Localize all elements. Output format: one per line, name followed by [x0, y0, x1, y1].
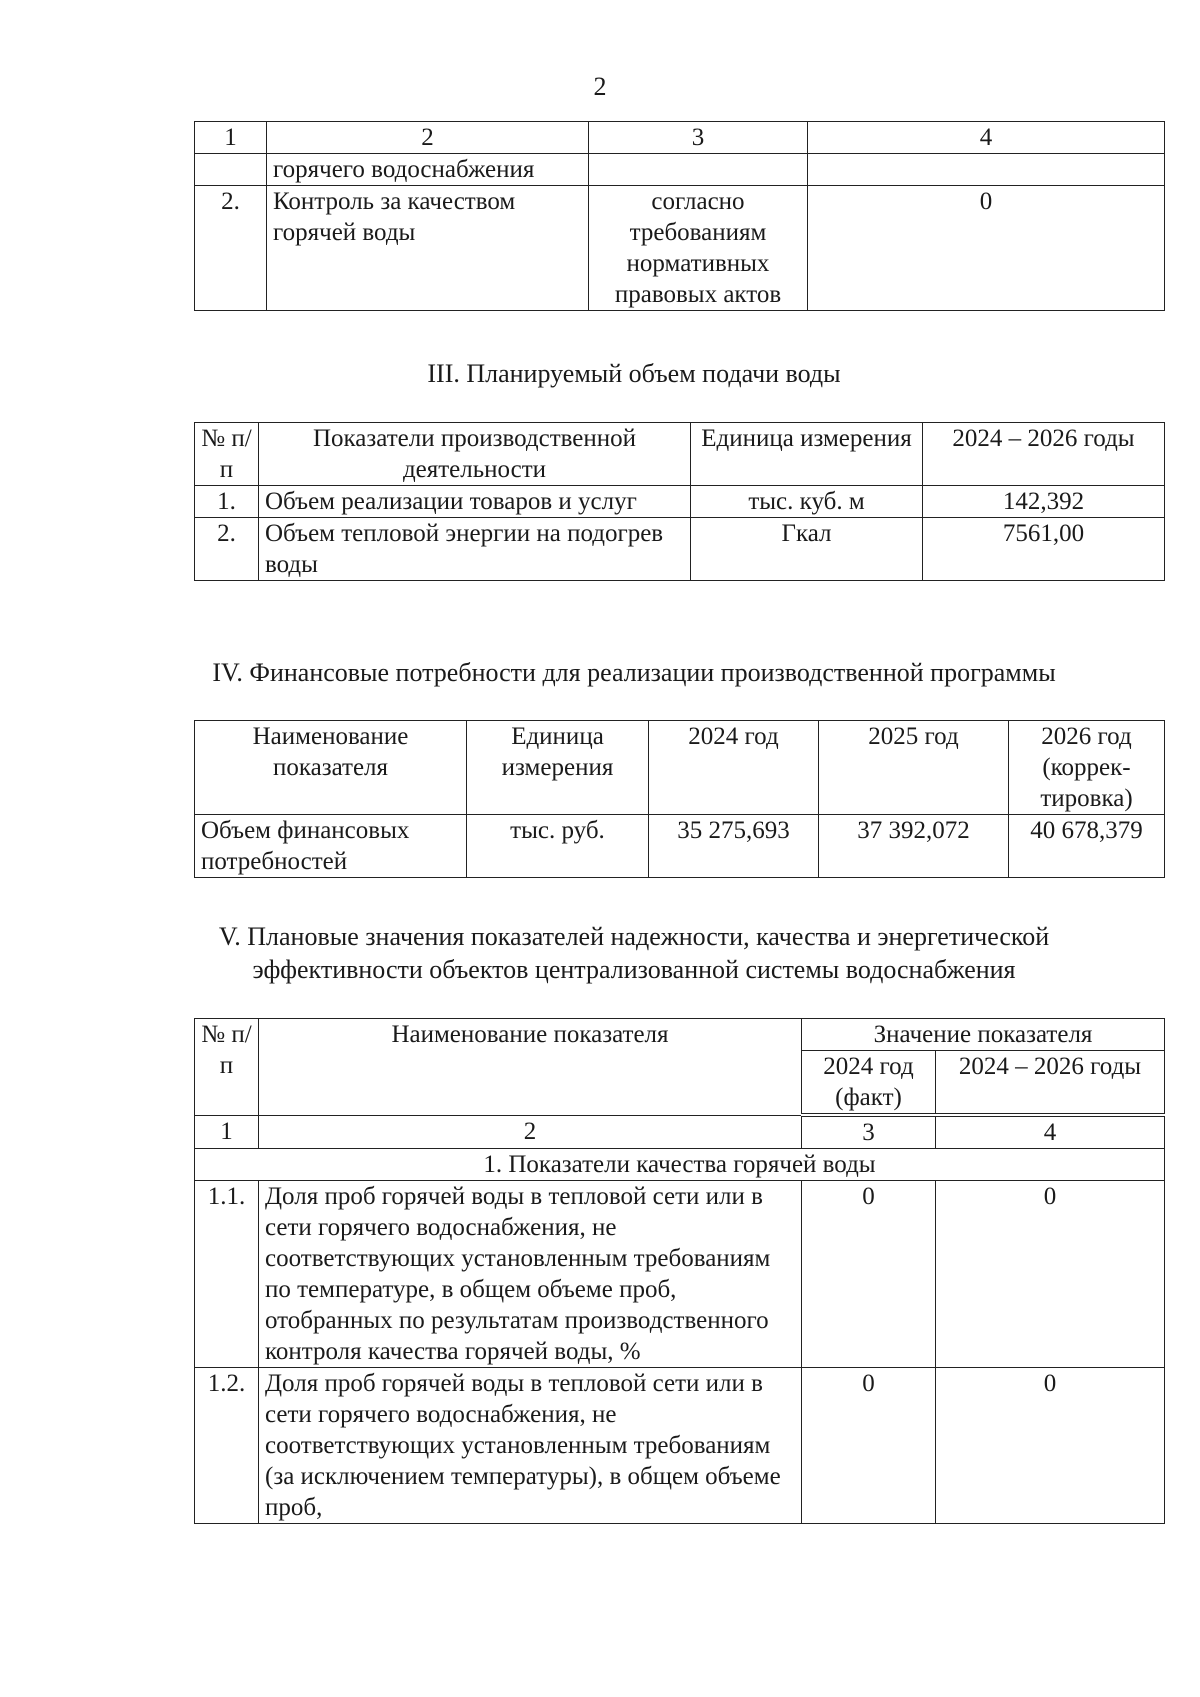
table-row	[195, 154, 1165, 186]
indicator-unit: тыс. куб. м	[691, 486, 923, 518]
row-number: 1.	[195, 486, 259, 518]
table-row	[195, 1368, 1165, 1524]
table-header-row	[195, 1019, 1165, 1051]
row-number: 1.1.	[195, 1181, 259, 1368]
financial-needs-table	[194, 720, 1165, 878]
value-fact: 0	[802, 1181, 936, 1368]
section-5-title-line-2: эффективности объектов централизованной системы водоснабжения	[252, 955, 1016, 984]
indicator-name: Объем реализации товаров и услуг	[259, 486, 691, 518]
indicator-name: Объем финансовых потребностей	[195, 815, 467, 878]
col-number-1: 1	[195, 1115, 259, 1149]
col-number-1: 1	[195, 122, 267, 154]
header-number: № п/п	[195, 423, 259, 486]
value-fact: 0	[802, 1368, 936, 1524]
table-header-row	[195, 423, 1165, 486]
activity-value: 0	[808, 186, 1165, 311]
indicator-unit: тыс. руб.	[467, 815, 649, 878]
production-program-table	[194, 121, 1165, 311]
col-number-3: 3	[589, 122, 808, 154]
indicator-name: Объем тепловой энергии на подогрев воды	[259, 518, 691, 581]
col-number-2: 2	[259, 1115, 802, 1149]
col-number-4: 4	[936, 1115, 1165, 1149]
activity-requirement	[589, 154, 808, 186]
column-number-row	[195, 122, 1165, 154]
table-row	[195, 186, 1165, 311]
reliability-indicators-table	[194, 1018, 1165, 1524]
activity-name: Контроль за качеством горячей воды	[267, 186, 589, 311]
activity-requirement: согласно требованиям нормативных правовых актов	[589, 186, 808, 311]
value-plan: 0	[936, 1181, 1165, 1368]
row-number: 2.	[195, 518, 259, 581]
activity-name: горячего водоснабжения	[267, 154, 589, 186]
section-3-title: III. Планируемый объем подачи воды	[427, 359, 841, 388]
value-2025: 37 392,072	[819, 815, 1009, 878]
indicator-value: 142,392	[923, 486, 1165, 518]
value-2026: 40 678,379	[1009, 815, 1165, 878]
header-value-group: Значение показателя	[802, 1019, 1165, 1051]
header-period: 2024 – 2026 годы	[923, 423, 1165, 486]
header-unit: Единица измерения	[467, 721, 649, 815]
col-number-4: 4	[808, 122, 1165, 154]
activity-value	[808, 154, 1165, 186]
header-indicator-name: Наименование показателя	[195, 721, 467, 815]
header-indicator: Показатели производственной деятельности	[259, 423, 691, 486]
table-row	[195, 815, 1165, 878]
header-fact-2024: 2024 год (факт)	[802, 1051, 936, 1116]
header-year-2026: 2026 год (коррек-тировка)	[1009, 721, 1165, 815]
header-year-2024: 2024 год	[649, 721, 819, 815]
header-plan-2024-2026: 2024 – 2026 годы	[936, 1051, 1165, 1116]
value-plan: 0	[936, 1368, 1165, 1524]
header-number: № п/п	[195, 1019, 259, 1116]
section-4-title: IV. Финансовые потребности для реализации производственной программы	[212, 658, 1056, 687]
table-header-row	[195, 721, 1165, 815]
group-title: 1. Показатели качества горячей воды	[195, 1149, 1165, 1181]
header-indicator-name: Наименование показателя	[259, 1019, 802, 1116]
water-supply-volume-table	[194, 422, 1165, 581]
col-number-3: 3	[802, 1115, 936, 1149]
page-number: 2	[593, 72, 607, 101]
indicator-name: Доля проб горячей воды в тепловой сети или в сети горячего водоснабжения, не соответствующих установленным требованиям по температуре, в общем объеме проб, отобранных по результатам производственного контроля качества горячей воды, %	[259, 1181, 802, 1368]
table-row	[195, 1181, 1165, 1368]
table-row	[195, 518, 1165, 581]
column-number-row	[195, 1115, 1165, 1149]
section-5-title-line-1: V. Плановые значения показателей надежности, качества и энергетической	[218, 922, 1050, 951]
header-year-2025: 2025 год	[819, 721, 1009, 815]
row-number: 1.2.	[195, 1368, 259, 1524]
header-unit: Единица измерения	[691, 423, 923, 486]
row-number: 2.	[195, 186, 267, 311]
indicator-value: 7561,00	[923, 518, 1165, 581]
row-number	[195, 154, 267, 186]
indicator-unit: Гкал	[691, 518, 923, 581]
col-number-2: 2	[267, 122, 589, 154]
table-row	[195, 486, 1165, 518]
group-title-row	[195, 1149, 1165, 1181]
value-2024: 35 275,693	[649, 815, 819, 878]
indicator-name: Доля проб горячей воды в тепловой сети или в сети горячего водоснабжения, не соответствующих установленным требованиям (за исключением температуры), в общем объеме проб,	[259, 1368, 802, 1524]
